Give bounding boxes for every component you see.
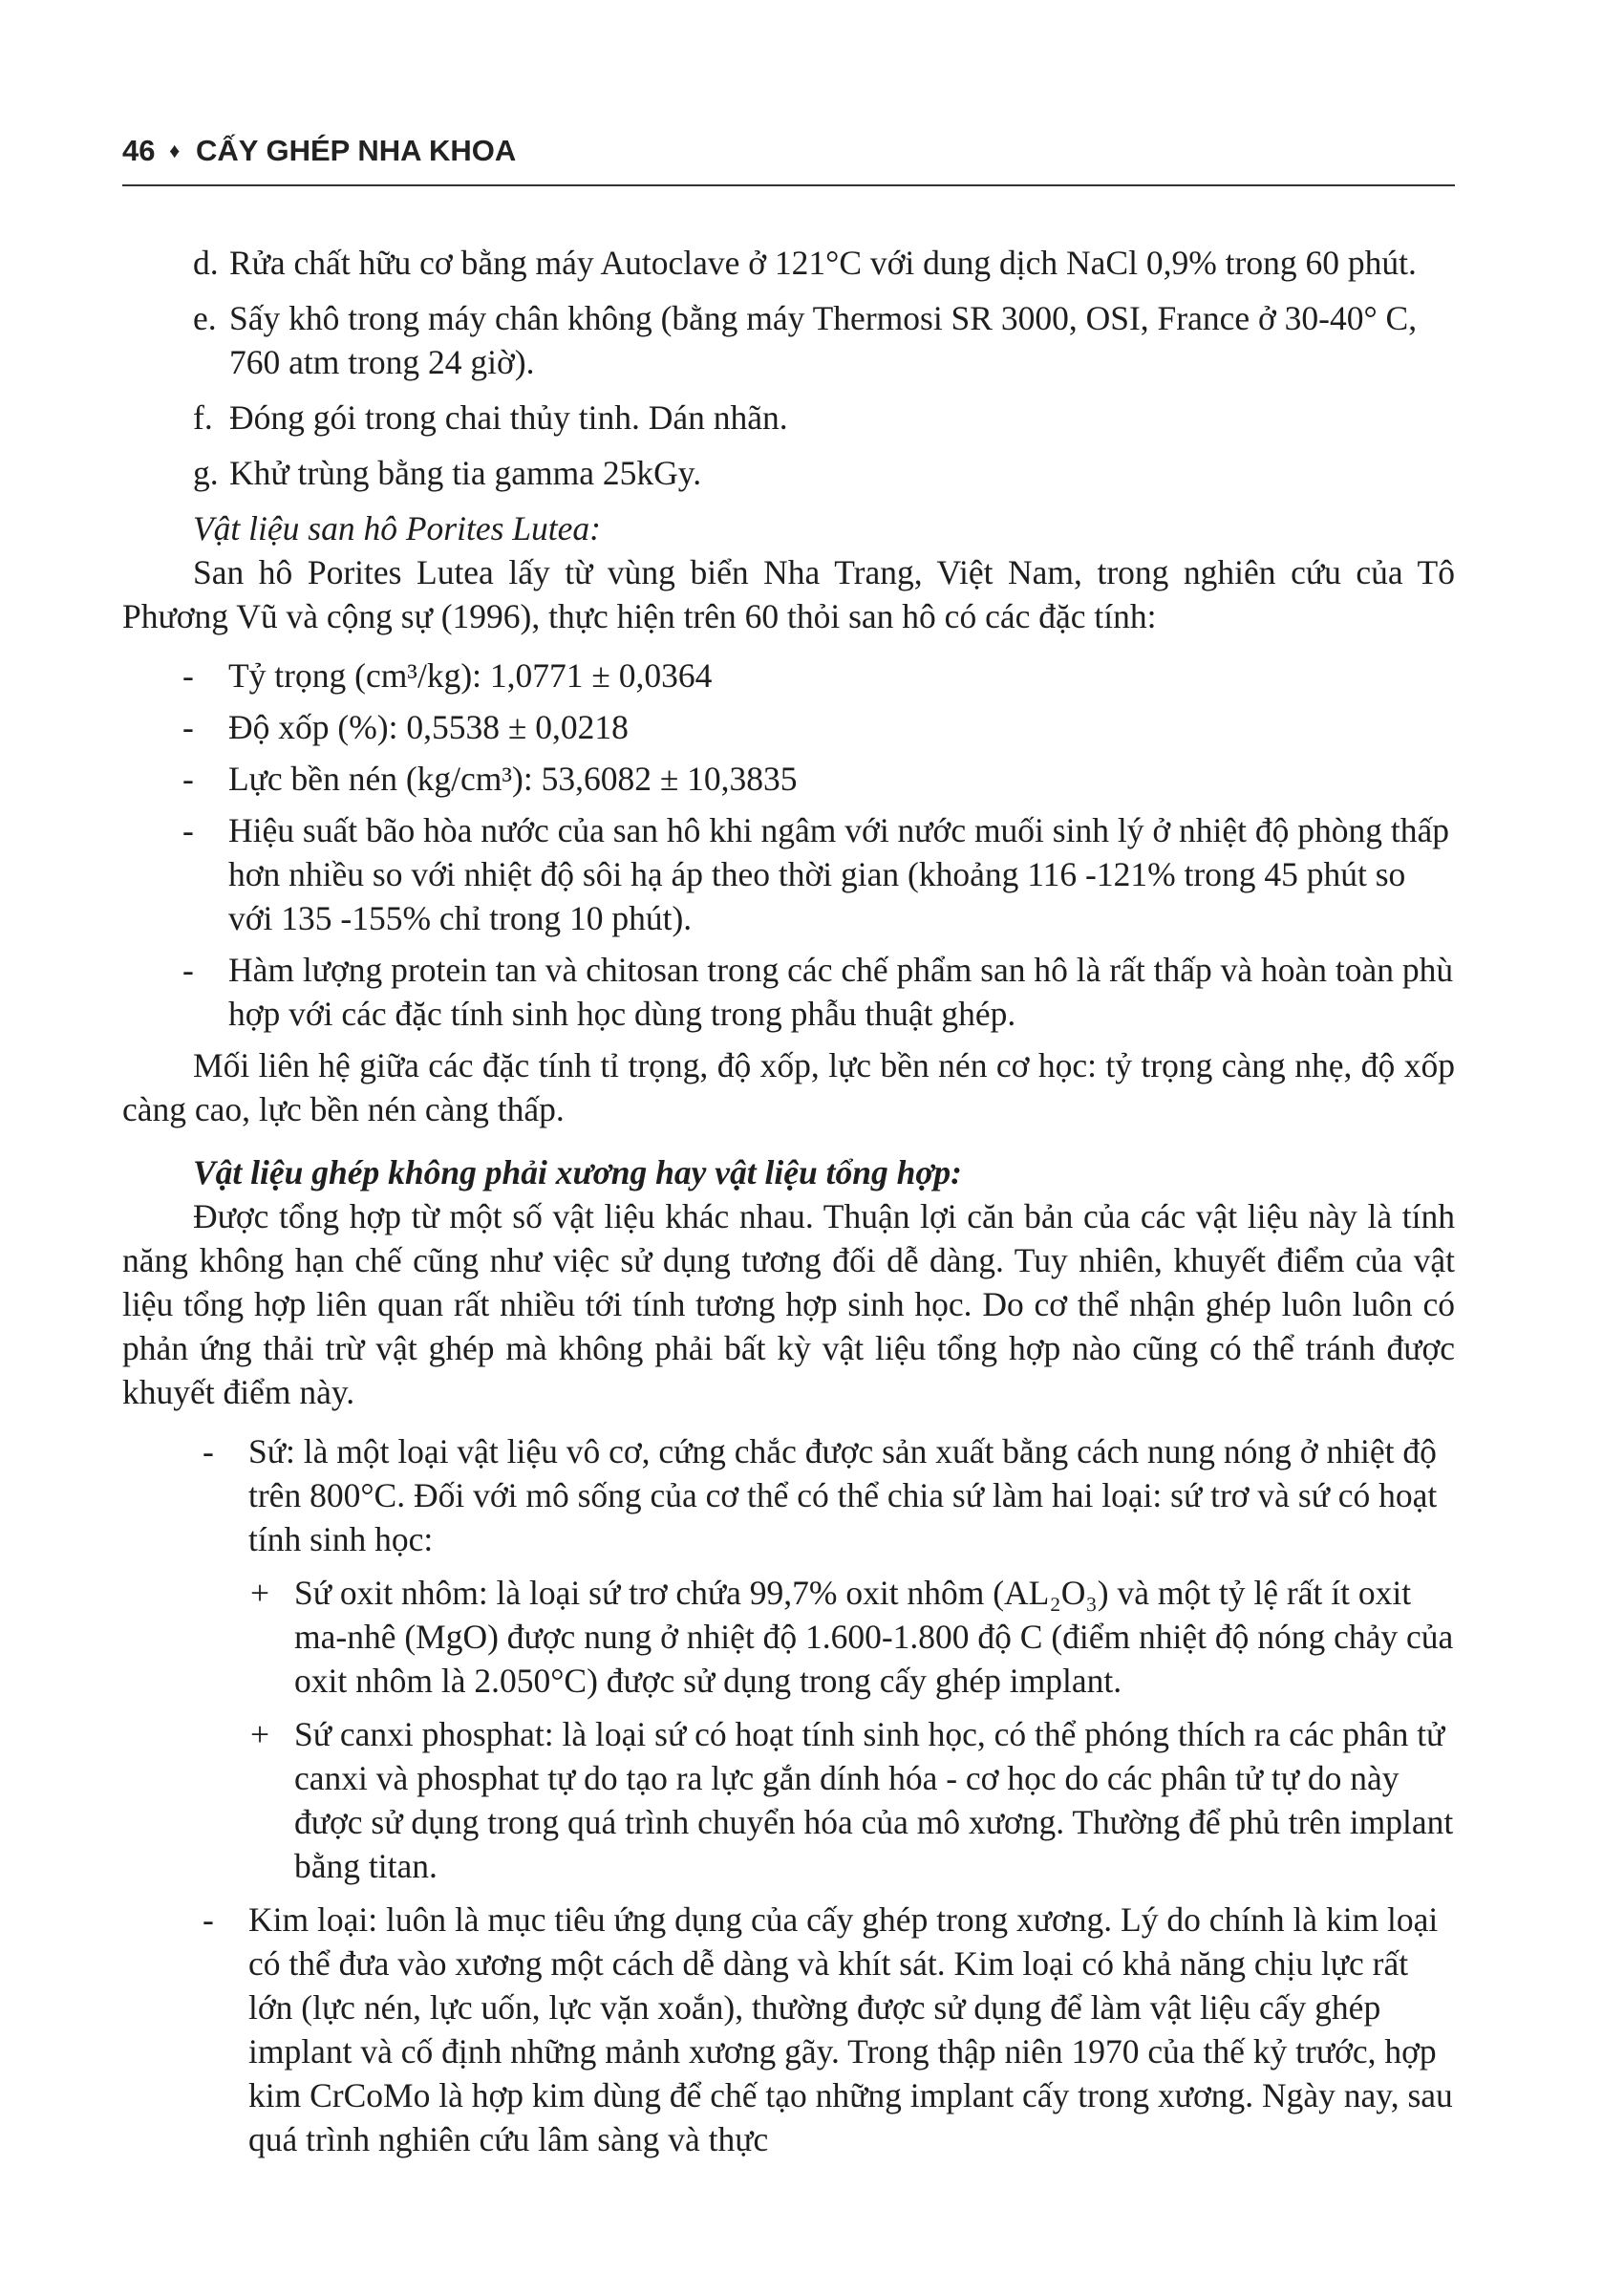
coral-section-heading: Vật liệu san hô Porites Lutea: [193,509,601,547]
property-text: Lực bền nén (kg/cm³): 53,6082 ± 10,3835 [228,760,798,798]
property-item [122,757,1455,801]
ceramic-type-text: Sứ oxit nhôm: là loại sứ trơ chứa 99,7% oxit nhôm (AL₂O₃) và một tỷ lệ rất ít oxit ma-nhê (MgO) được nung ở nhiệt độ 1.600-1.800 độ C (điểm nhiệt độ nóng chảy của oxit nhôm là 2.050°C) được sử dụng trong cấy ghép implant. [294,1574,1454,1700]
ceramic-text: Sứ: là một loại vật liệu vô cơ, cứng chắc được sản xuất bằng cách nung nóng ở nhiệt độ trên 800°C. Đối với mô sống của cơ thể có thể chia sứ làm hai loại: sứ trơ và sứ có hoạt tính sinh học: [248,1432,1438,1558]
ceramic-type-item [122,1712,1455,1888]
metal-text: Kim loại: luôn là mục tiêu ứng dụng của cấy ghép trong xương. Lý do chính là kim loại có thể đưa vào xương một cách dễ dàng và khít sát. Kim loại có khả năng chịu lực rất lớn (lực nén, lực uốn, lực vặn xoắn), thường được sử dụng để làm vật liệu cấy ghép implant và cố định những mảnh xương gãy. Trong thập niên 1970 của thế kỷ trước, hợp kim CrCoMo là hợp kim dùng để chế tạo những implant cấy trong xương. Ngày nay, sau quá trình nghiên cứu lâm sàng và thực [248,1900,1453,2158]
synthetic-section-heading: Vật liệu ghép không phải xương hay vật liệu tổng hợp: [193,1153,962,1191]
plus-marker: + [250,1574,270,1612]
ceramic-type-text: Sứ canxi phosphat: là loại sứ có hoạt tính sinh học, có thể phóng thích ra các phân tử canxi và phosphat tự do tạo ra lực gắn dính hóa - cơ học do các phân tử tự do này được sử dụng trong quá trình chuyển hóa của mô xương. Thường để phủ trên implant bằng titan. [294,1715,1454,1885]
step-marker: d. [193,244,219,282]
step-marker: g. [193,454,219,492]
page-number: 46 [122,134,156,167]
dash-marker: - [182,708,194,746]
property-text: Độ xốp (%): 0,5538 ± 0,0218 [228,708,629,746]
coral-relation-paragraph: Mối liên hệ giữa các đặc tính tỉ trọng, độ xốp, lực bền nén cơ học: tỷ trọng càng nhẹ, độ xốp càng cao, lực bền nén càng thấp. [122,1046,1455,1128]
step-text: Đóng gói trong chai thủy tinh. Dán nhãn. [229,398,788,437]
dash-marker: - [182,656,194,695]
property-item [122,705,1455,749]
ceramic-type-item [122,1571,1455,1703]
step-marker: f. [193,398,213,437]
step-text: Khử trùng bằng tia gamma 25kGy. [229,454,702,492]
property-text: Hiệu suất bão hòa nước của san hô khi ngâm với nước muối sinh lý ở nhiệt độ phòng thấp hơn nhiều so với nhiệt độ sôi hạ áp theo thời gian (khoảng 116 -121% trong 45 phút so với 135 -155% chỉ trong 10 phút). [228,811,1449,937]
property-item [122,654,1455,697]
step-marker: e. [193,299,217,337]
step-item [122,451,1455,495]
running-header [122,134,1460,168]
property-text: Hàm lượng protein tan và chitosan trong các chế phẩm san hô là rất thấp và hoàn toàn phù hợp với các đặc tính sinh học dùng trong phẫu thuật ghép. [228,951,1454,1033]
property-text: Tỷ trọng (cm³/kg): 1,0771 ± 0,0364 [228,656,713,695]
book-title: CẤY GHÉP NHA KHOA [195,134,517,167]
material-item [122,1429,1455,1561]
coral-intro-paragraph: San hô Porites Lutea lấy từ vùng biển Nha Trang, Việt Nam, trong nghiên cứu của Tô Phương Vũ và cộng sự (1996), thực hiện trên 60 thỏi san hô có các đặc tính: [122,553,1455,635]
step-item [122,241,1455,285]
step-item [122,396,1455,440]
property-item [122,948,1455,1036]
plus-marker: + [250,1715,270,1753]
step-text: Sấy khô trong máy chân không (bằng máy Thermosi SR 3000, OSI, France ở 30-40° C, 760 atm trong 24 giờ). [229,299,1418,381]
header-rule [122,184,1455,186]
step-item [122,296,1455,384]
property-item [122,808,1455,940]
diamond-separator-icon: ♦ [169,139,181,162]
dash-marker: - [182,760,194,798]
dash-marker: - [182,811,194,849]
dash-marker: - [203,1900,214,1939]
page-body [122,241,1455,2171]
dash-marker: - [182,951,194,989]
dash-marker: - [203,1432,214,1470]
step-text: Rửa chất hữu cơ bằng máy Autoclave ở 121°C với dung dịch NaCl 0,9% trong 60 phút. [229,244,1417,282]
synthetic-intro-paragraph: Được tổng hợp từ một số vật liệu khác nhau. Thuận lợi căn bản của các vật liệu này là tính năng không hạn chế cũng như việc sử dụng tương đối dễ dàng. Tuy nhiên, khuyết điểm của vật liệu tổng hợp liên quan rất nhiều tới tính tương hợp sinh học. Do cơ thể nhận ghép luôn luôn có phản ứng thải trừ vật ghép mà không phải bất kỳ vật liệu tổng hợp nào cũng có thể tránh được khuyết điểm này. [122,1197,1455,1411]
material-item [122,1898,1455,2161]
